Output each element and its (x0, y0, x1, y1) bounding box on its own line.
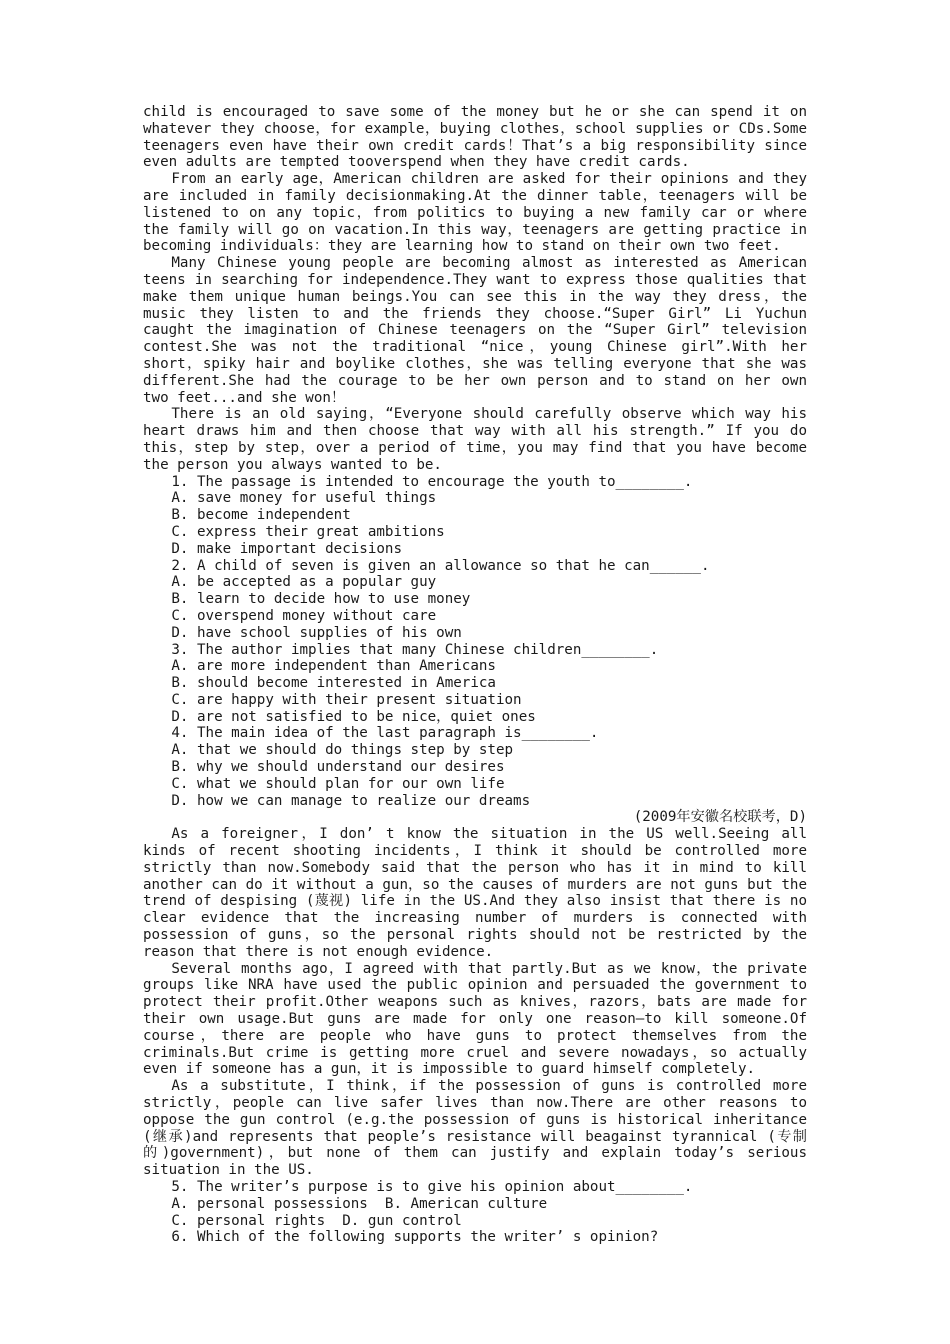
question-stem: 2. A child of seven is given an allowance so that he can______. (171, 557, 710, 574)
question-4 (143, 725, 807, 809)
option-b: B. become independent (171, 507, 351, 524)
passage2-paragraph-2: Several months ago，I agreed with that partly.But as we know，the private groups like NRA have used the public opinion and persuaded the government to protect their profit.Other weapons such as knives，razors，bats are made for their own usage.But guns are made for only one reason—to kill someone.Of course，there are people who have guns to protect themselves from the criminals.But crime is getting more cruel and severe nowadays，so actually even if someone has a gun，it is impossible to guard himself completely. (143, 960, 807, 1078)
question-stem: 3. The author implies that many Chinese children________. (171, 641, 659, 658)
question-stem: 1. The passage is intended to encourage the youth to________. (171, 473, 693, 490)
question-stem: 6. Which of the following supports the writer’ s opinion? (171, 1229, 659, 1246)
option-a-b: A. personal possessions B. American culture (171, 1195, 548, 1212)
passage1-paragraph-3: Many Chinese young people are becoming almost as interested as American teens in searching for independence.They want to express those qualities that make them unique human beings.You can see this in the way they dress，the music they listen to and the friends they choose.“Super Girl” Li Yuchun caught the imagination of Chinese teenagers on the “Super Girl” television contest.She was not the traditional “nice，young Chinese girl”.With her short，spiky hair and boylike clothes，she was telling everyone that she was different.She had the courage to be her own person and to stand on her own two feet...and she won！ (143, 255, 807, 406)
option-b: B. should become interested in America (171, 675, 496, 692)
question-stem: 5. The writer’s purpose is to give his opinion about________. (171, 1179, 693, 1195)
option-a: A. be accepted as a popular guy (171, 574, 437, 591)
option-c: C. what we should plan for our own life (171, 775, 505, 792)
passage1-paragraph-1: child is encouraged to save some of the money but he or she can spend it on whatever they choose，for example，buying clothes，school supplies or CDs.Some teenagers even have their own credit cards！That’s a big responsibility since even adults are tempted tooverspend when they have credit cards. (143, 104, 807, 171)
document-page (143, 104, 807, 1246)
question-3 (143, 642, 807, 726)
option-c: C. are happy with their present situation (171, 691, 522, 708)
option-a: A. that we should do things step by step (171, 742, 514, 759)
passage1-paragraph-4: There is an old saying，“Everyone should carefully observe which way his heart draws him and then choose that way with all his strength.” If you do this，step by step，over a period of time，you may find that you have become the person you always wanted to be. (143, 406, 807, 473)
option-a: A. are more independent than Americans (171, 658, 496, 675)
option-b: B. learn to decide how to use money (171, 591, 471, 608)
option-d: D. make important decisions (171, 540, 403, 557)
option-d: D. how we can manage to realize our dreams (171, 792, 531, 809)
question-2 (143, 558, 807, 642)
option-b: B. why we should understand our desires (171, 759, 505, 776)
question-5 (143, 1179, 807, 1229)
question-1 (143, 474, 807, 558)
option-d: D. have school supplies of his own (171, 624, 462, 641)
option-c: C. express their great ambitions (171, 523, 445, 540)
option-d: D. are not satisfied to be nice，quiet ones (171, 708, 536, 725)
passage2-source: (2009年安徽名校联考，D) (633, 809, 807, 826)
passage2-paragraph-3: As a substitute，I think，if the possession of guns is controlled more strictly，people can live safer lives than now.There are other reasons to oppose the gun control (e.g.the possession of guns is historical inheritance (继承)and represents that people’s resistance will beagainst tyrannical (专制的)government)，but none of them can justify and explain today’s serious situation in the US. (143, 1078, 807, 1179)
passage2-paragraph-1: As a foreigner，I don’ t know the situation in the US well.Seeing all kinds of recent shooting incidents，I think it should be controlled more strictly than now.Somebody said that the person who has it in mind to kill another can do it without a gun，so the causes of murders are not guns but the trend of despising (蔑视) life in the US.And they also insist that there is no clear evidence that the increasing number of murders is connected with possession of guns，so the personal rights should not be restricted by the reason that there is not enough evidence. (143, 826, 807, 960)
question-stem: 4. The main idea of the last paragraph is________. (171, 725, 599, 742)
question-6 (143, 1229, 807, 1246)
option-a: A. save money for useful things (171, 490, 437, 507)
option-c-d: C. personal rights D. gun control (171, 1212, 462, 1229)
option-c: C. overspend money without care (171, 607, 437, 624)
passage1-paragraph-2: From an early age，American children are asked for their opinions and they are included in family decisionmaking.At the dinner table，teenagers will be listened to on any topic，from politics to buying a new family car or where the family will go on vacation.In this way，teenagers are getting practice in becoming individuals：they are learning how to stand on their own two feet. (143, 171, 807, 255)
